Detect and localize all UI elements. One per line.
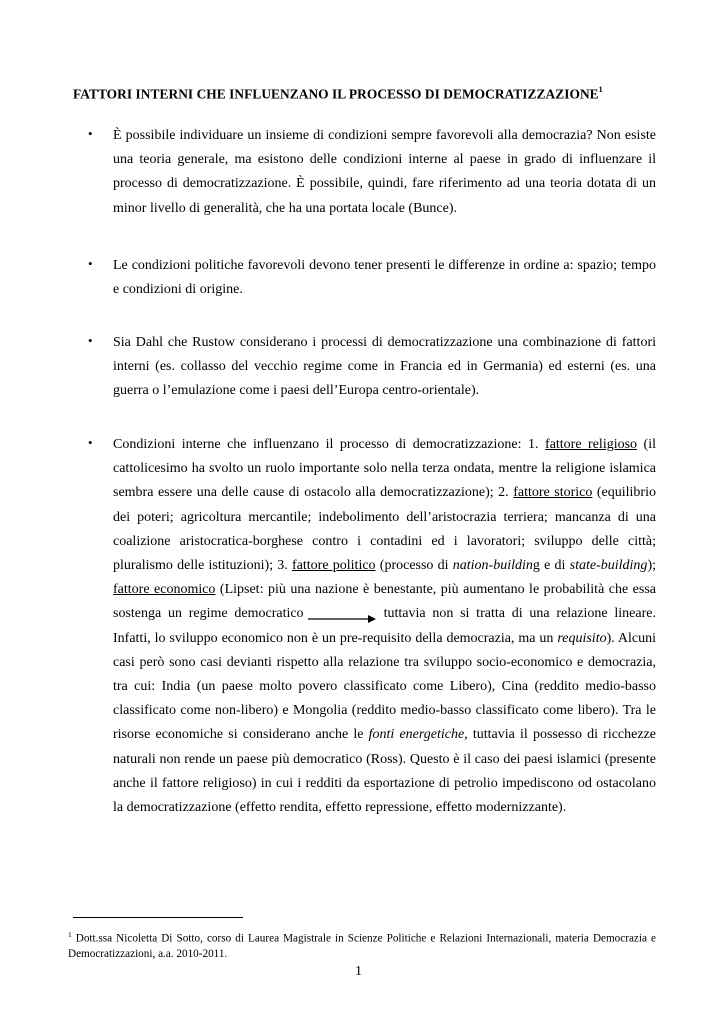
- page-number: 1: [355, 964, 362, 979]
- page-title: [73, 86, 663, 102]
- paragraph-1-text: È possibile individuare un insieme di condizioni sempre favorevoli alla democrazia? Non esiste una teoria generale, ma esistono delle condizioni interne al paese in grado di influenzare il processo di democratizzazione. È possibile, quindi, fare riferimento ad una teoria dotata di un minor livello di generalità, che ha una portata locale (Bunce).: [113, 128, 656, 216]
- paragraph-4: [113, 433, 656, 820]
- nation-building-term: nation-buildin: [452, 558, 533, 574]
- p4-segment: , tuttavia il possesso di ricchezze naturali non rende un paese più democratico (Ross). Questo è il caso dei paesi islamici (presente anche il fattore religioso) in cui i redditi da esportazione di petrolio impediscono od ostacolano la democratizzazione (effetto rendita, effetto repressione, effetto modernizzante).: [113, 727, 657, 816]
- bullet-3: •: [88, 333, 93, 348]
- bullet-4: •: [88, 435, 93, 450]
- p4-segment: tuttavia non si tratta di una relazione lineare. Infatti, lo sviluppo economico non è un pre-requisito della democrazia, ma un: [113, 606, 656, 646]
- paragraph-2: [113, 254, 656, 302]
- bullet-1: •: [88, 126, 93, 141]
- paragraph-1: [113, 124, 656, 221]
- fattore-politico-term: fattore politico: [292, 558, 376, 574]
- footnote-mark: 1: [68, 930, 72, 939]
- right-arrow-icon: [306, 609, 378, 619]
- p4-segment: (equilibrio dei poteri; agricoltura mercantile; indebolimento dell’aristocrazia terriera; mancanza di una coalizione aristocratica-borghese contro i contadini ed i lavoratori; sviluppo delle città; pluralismo delle istituzioni); 3.: [113, 485, 656, 574]
- paragraph-2-text: Le condizioni politiche favorevoli devono tener presenti le differenze in ordine a: spazio; tempo e condizioni di origine.: [113, 258, 656, 298]
- paragraph-4-text: [113, 433, 656, 820]
- paragraph-3: [113, 331, 656, 404]
- fattore-religioso-term: fattore religioso: [545, 437, 638, 452]
- footnote-text: Dott.ssa Nicoletta Di Sotto, corso di Laurea Magistrale in Scienze Politiche e Relazioni Internazionali, materia Democrazia e Democratizzazioni, a.a. 2010-2011.: [68, 932, 656, 960]
- paragraph-3-text: Sia Dahl che Rustow considerano i processi di democratizzazione una combinazione di fattori interni (es. collasso del vecchio regime come in Francia ed in Germania) ed esterni (es. una guerra o l’emulazione come i paesi dell’Europa centro-orientale).: [113, 335, 656, 399]
- fattore-economico-term: fattore economico: [113, 582, 216, 598]
- p4-segment: ). Alcuni casi però sono casi devianti rispetto alla relazione tra sviluppo socio-economico e democrazia, tra cui: India (un paese molto povero classificato come Libero), Cina (reddito medio-basso classificato come non-libero) e Mongolia (reddito medio-basso classificato come libero). Tra le risorse economiche si considerano anche le: [113, 630, 657, 743]
- title-footnote-mark: 1: [598, 85, 603, 94]
- requisito-term: requisito: [557, 630, 607, 646]
- bullet-2: •: [88, 256, 93, 271]
- footnote: [68, 927, 656, 962]
- footnote-divider: [73, 917, 243, 918]
- p4-segment: (il cattolicesimo ha svolto un ruolo importante solo nella terza ondata, mentre la religione islamica sembra essere una delle cause di ostacolo alla democratizzazione); 2.: [113, 437, 656, 501]
- p4-segment: (processo di: [375, 558, 453, 574]
- p4-segment: );: [647, 558, 656, 574]
- p4-segment: g e di: [532, 558, 570, 574]
- state-building-term: state-building: [569, 558, 648, 574]
- title-text: FATTORI INTERNI CHE INFLUENZANO IL PROCESSO DI DEMOCRATIZZAZIONE: [73, 86, 599, 102]
- p4-segment: (Lipset: più una nazione è benestante, più aumentano le probabilità che essa sostenga un regime democratico: [113, 582, 656, 622]
- p4-segment: Condizioni interne che influenzano il processo di democratizzazione: 1.: [113, 437, 546, 452]
- fonti-energetiche-term: fonti energetiche: [368, 727, 465, 743]
- fattore-storico-term: fattore storico: [513, 485, 593, 501]
